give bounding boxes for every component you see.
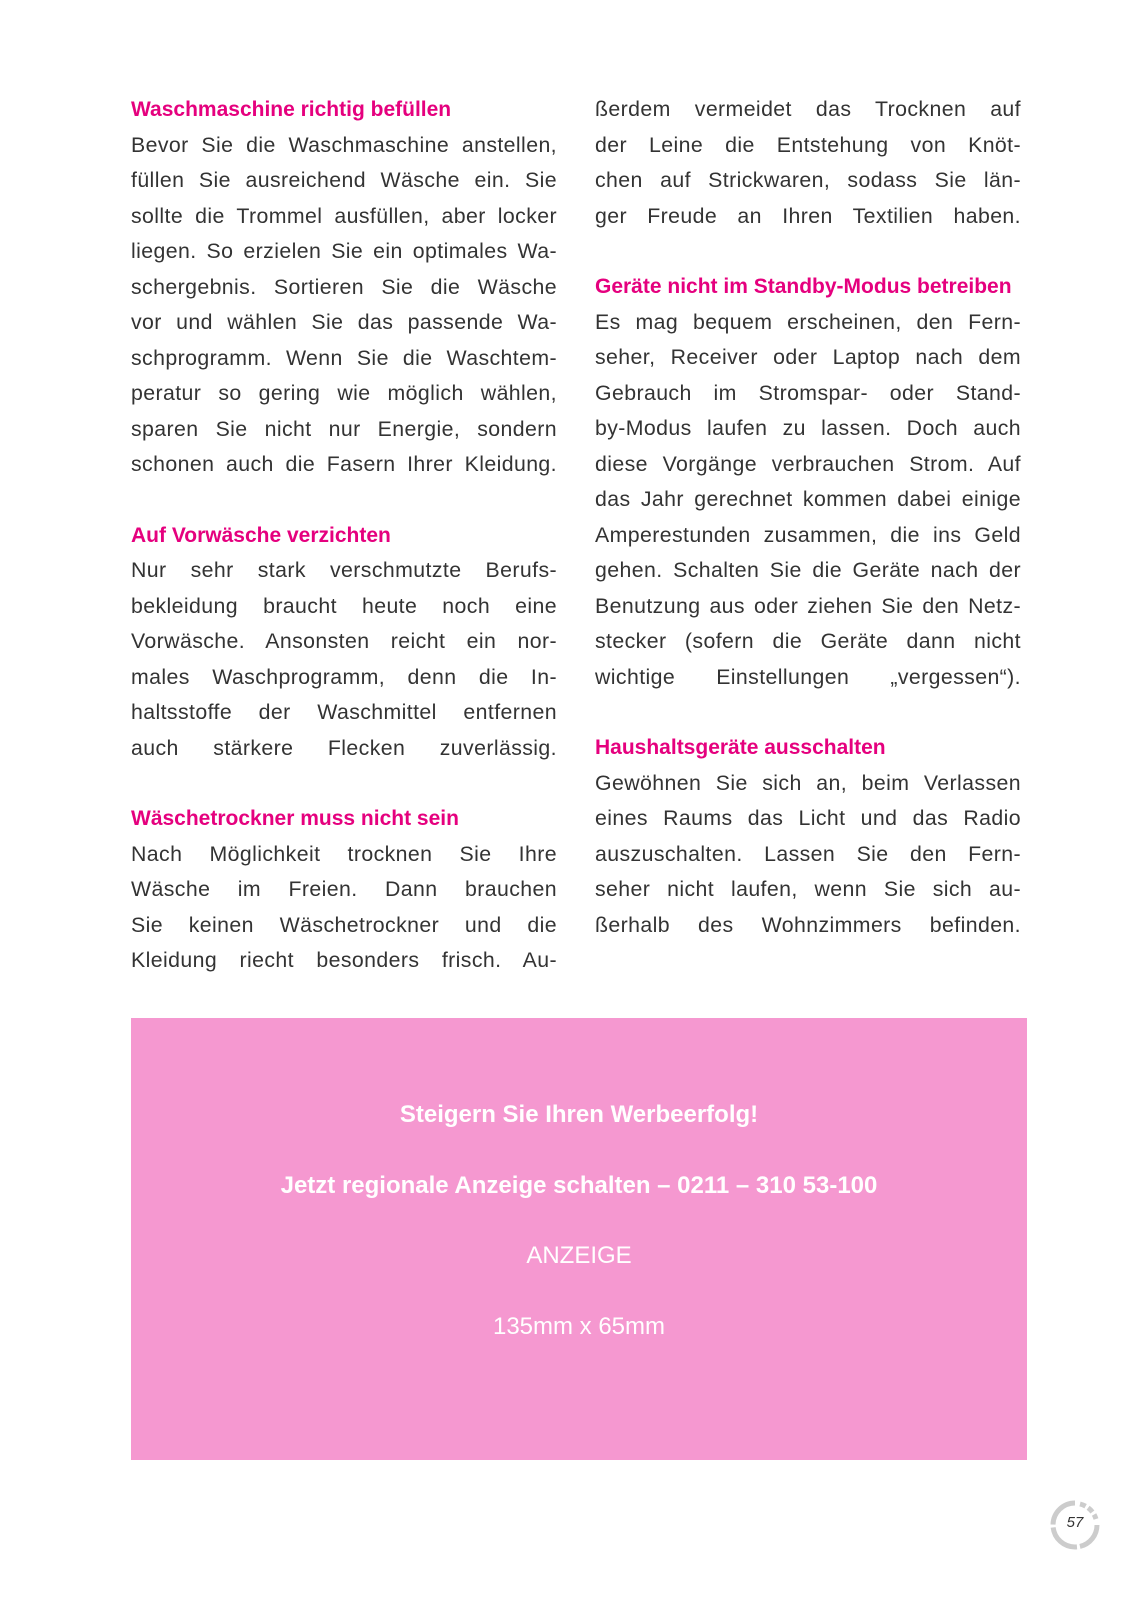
page-number: 57 — [1066, 1514, 1084, 1531]
section-body — [131, 128, 557, 483]
ad-contact: Jetzt regionale Anzeige schalten – 0211 – 310 53-100 — [280, 1172, 878, 1199]
text-line: Gebrauch im Stromspar- oder Stand- — [595, 380, 1021, 405]
text-line: Gewöhnen Sie sich an, beim Verlassen — [595, 770, 1021, 795]
section-heading: Haushaltsgeräte ausschalten — [595, 736, 886, 759]
text-line: peratur so gering wie möglich wählen, — [131, 381, 557, 405]
right-column — [595, 92, 1021, 978]
section-continuation — [595, 92, 1021, 234]
text-line: Nach Möglichkeit trocknen Sie Ihre — [131, 841, 557, 866]
text-line: sollte die Trommel ausfüllen, aber locker — [131, 203, 557, 228]
text-line: das Jahr gerechnet kommen dabei einige — [595, 487, 1021, 511]
text-line: wichtige Einstellungen „vergessen“). — [595, 664, 1021, 689]
text-line: chen auf Strickwaren, sodass Sie län- — [595, 168, 1021, 192]
text-line: sparen Sie nicht nur Energie, sondern — [131, 416, 557, 441]
text-line: füllen Sie ausreichend Wäsche ein. Sie — [131, 168, 557, 192]
section-vorwaesche — [131, 518, 557, 767]
text-line: ßerhalb des Wohnzimmers befinden. — [595, 912, 1021, 937]
text-line: Kleidung riecht besonders frisch. Au- — [131, 948, 557, 972]
text-line: schonen auch die Fasern Ihrer Kleidung. — [131, 452, 557, 476]
section-body — [131, 837, 557, 979]
section-standby — [595, 269, 1021, 695]
text-line: Benutzung aus oder ziehen Sie den Netz- — [595, 593, 1021, 618]
section-body — [595, 766, 1021, 944]
section-heading: Auf Vorwäsche verzichten — [131, 523, 391, 547]
text-line: schergebnis. Sortieren Sie die Wäsche — [131, 274, 557, 299]
text-line: schprogramm. Wenn Sie die Waschtem- — [131, 345, 557, 370]
text-line: seher, Receiver oder Laptop nach dem — [595, 345, 1021, 369]
section-waschmaschine — [131, 92, 557, 483]
text-line: liegen. So erzielen Sie ein optimales Wa- — [131, 239, 557, 263]
section-heading: Waschmaschine richtig befüllen — [131, 98, 452, 121]
text-line: auszuschalten. Lassen Sie den Fern- — [595, 841, 1021, 866]
ad-size: 135mm x 65mm — [492, 1313, 666, 1340]
left-column — [131, 92, 557, 1014]
section-body — [595, 305, 1021, 696]
text-line: Wäsche im Freien. Dann brauchen — [131, 877, 557, 901]
section-body — [131, 553, 557, 766]
text-line: auch stärkere Flecken zuverlässig. — [131, 735, 557, 760]
text-line: haltsstoffe der Waschmittel entfernen — [131, 700, 557, 724]
text-line: Amperestunden zusammen, die ins Geld — [595, 522, 1021, 547]
section-waeschetrockner — [131, 801, 557, 979]
section-heading: Wäschetrockner muss nicht sein — [131, 807, 459, 830]
ad-headline: Steigern Sie Ihren Werbeerfolg! — [399, 1101, 759, 1128]
text-line: diese Vorgänge verbrauchen Strom. Auf — [595, 451, 1021, 476]
text-line: bekleidung braucht heute noch eine — [131, 593, 557, 618]
section-body — [595, 92, 1021, 234]
section-heading: Geräte nicht im Standby-Modus betreiben — [595, 275, 1012, 298]
text-line: Nur sehr stark verschmutzte Berufs- — [131, 558, 557, 582]
text-line: eines Raums das Licht und das Radio — [595, 806, 1021, 830]
page-number-badge — [1050, 1500, 1100, 1550]
text-line: der Leine die Entstehung von Knöt- — [595, 132, 1021, 157]
text-line: males Waschprogramm, denn die In- — [131, 664, 557, 689]
text-line: gehen. Schalten Sie die Geräte nach der — [595, 558, 1021, 582]
text-line: ger Freude an Ihren Textilien haben. — [595, 203, 1021, 228]
section-haushaltsgeraete — [595, 730, 1021, 943]
ad-placeholder[interactable] — [131, 1018, 1027, 1460]
text-line: stecker (sofern die Geräte dann nicht — [595, 629, 1021, 653]
text-line: Sie keinen Wäschetrockner und die — [131, 912, 557, 937]
text-line: Es mag bequem erscheinen, den Fern- — [595, 309, 1021, 334]
text-line: Bevor Sie die Waschmaschine anstellen, — [131, 132, 557, 157]
text-line: Vorwäsche. Ansonsten reicht ein nor- — [131, 629, 557, 653]
ad-label: ANZEIGE — [526, 1242, 632, 1269]
text-line: vor und wählen Sie das passende Wa- — [131, 310, 557, 334]
text-line: by-Modus laufen zu lassen. Doch auch — [595, 416, 1021, 440]
text-line: ßerdem vermeidet das Trocknen auf — [595, 97, 1021, 121]
text-line: seher nicht laufen, wenn Sie sich au- — [595, 877, 1021, 901]
